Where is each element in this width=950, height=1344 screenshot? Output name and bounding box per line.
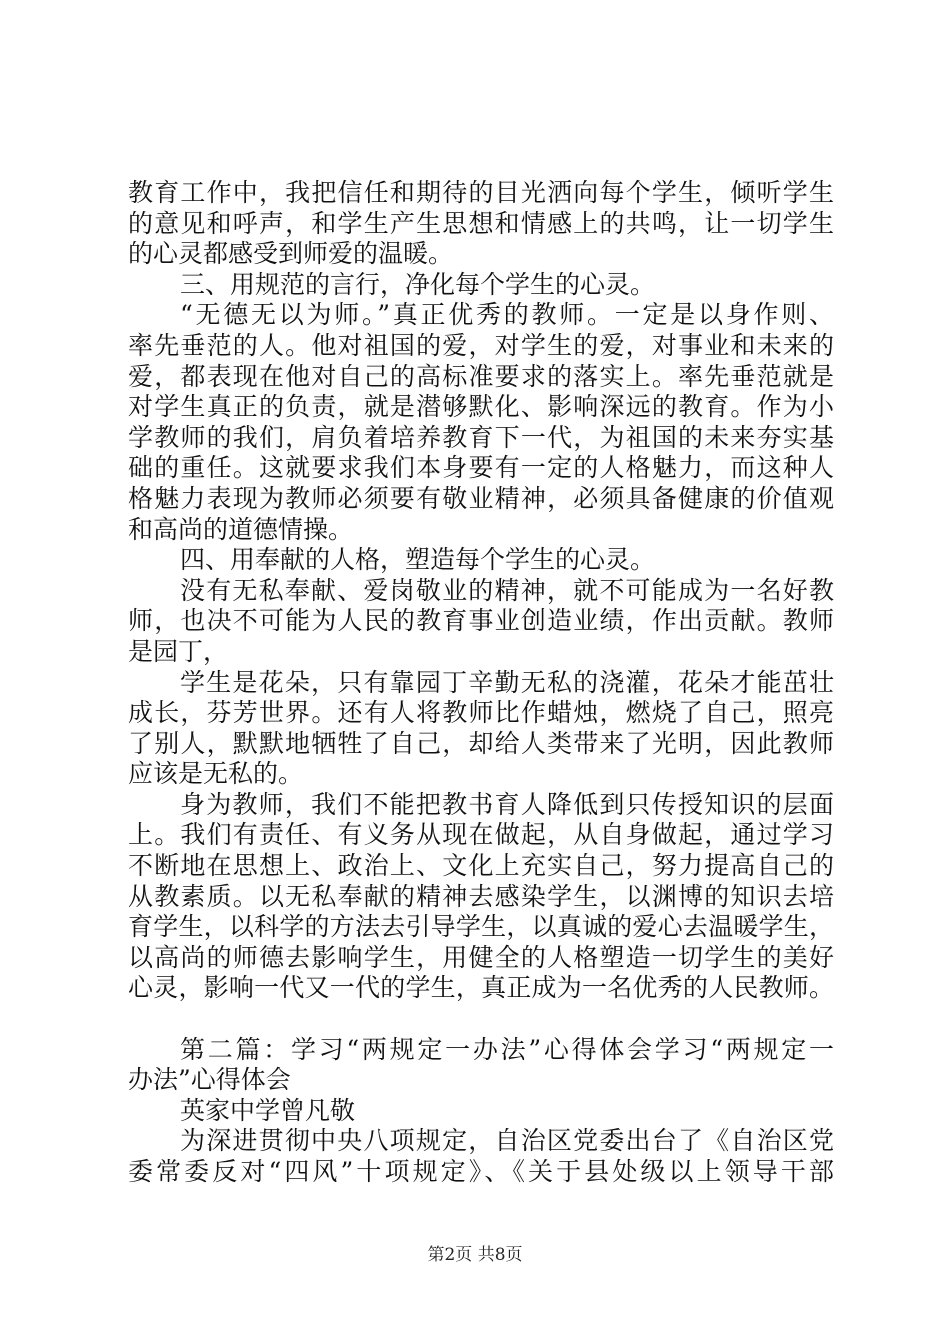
text-line: 应该是无私的。 (128, 759, 304, 789)
text-line: 学教师的我们，肩负着培养教育下一代，为祖国的未来夯实基 (128, 422, 834, 452)
text-line: 三、用规范的言行，净化每个学生的心灵。 (180, 269, 656, 299)
text-line: 成长，芬芳世界。还有人将教师比作蜡烛，燃烧了自己，照亮 (128, 698, 834, 728)
text-line: 心灵，影响一代又一代的学生，真正成为一名优秀的人民教师。 (128, 973, 834, 1003)
text-line: 办法”心得体会 (128, 1065, 291, 1095)
text-line: 的心灵都感受到师爱的温暖。 (128, 239, 454, 269)
text-line: 英家中学曾凡敬 (180, 1095, 356, 1125)
text-line: “无德无以为师。”真正优秀的教师。一定是以身作则、 (180, 300, 834, 330)
text-line: 以高尚的师德去影响学生，用健全的人格塑造一切学生的美好 (128, 942, 834, 972)
text-line: 格魅力表现为教师必须要有敬业精神，必须具备健康的价值观 (128, 483, 834, 513)
text-line: 四、用奉献的人格，塑造每个学生的心灵。 (180, 545, 656, 575)
text-line: 不断地在思想上、政治上、文化上充实自己，努力提高自己的 (128, 851, 834, 881)
text-line: 是园丁， (128, 636, 229, 666)
text-line: 爱，都表现在他对自己的高标准要求的落实上。率先垂范就是 (128, 361, 834, 391)
text-line: 身为教师，我们不能把教书育人降低到只传授知识的层面 (180, 789, 834, 819)
page-number-footer: 第2页 共8页 (427, 1245, 523, 1265)
text-line: 师，也决不可能为人民的教育事业创造业绩，作出贡献。教师 (128, 606, 834, 636)
document-body (128, 178, 834, 1188)
text-line: 和高尚的道德情操。 (128, 514, 354, 544)
text-line: 没有无私奉献、爱岗敬业的精神，就不可能成为一名好教 (180, 575, 834, 605)
text-line: 上。我们有责任、有义务从现在做起，从自身做起，通过学习 (128, 820, 834, 850)
text-line: 率先垂范的人。他对祖国的爱，对学生的爱，对事业和未来的 (128, 330, 834, 360)
text-line: 委常委反对“四风”十项规定》、《关于县处级以上领导干部 (128, 1157, 834, 1186)
text-line: 了别人，默默地牺牲了自己，却给人类带来了光明，因此教师 (128, 728, 834, 758)
text-line: 教育工作中，我把信任和期待的目光洒向每个学生，倾听学生 (128, 178, 834, 207)
text-line: 第二篇：学习“两规定一办法”心得体会学习“两规定一 (180, 1034, 834, 1064)
text-line: 学生是花朵，只有靠园丁辛勤无私的浇灌，花朵才能茁壮 (180, 667, 834, 697)
blank-line (128, 1004, 834, 1035)
text-line: 为深进贯彻中央八项规定，自治区党委出台了《自治区党 (180, 1126, 834, 1156)
text-line: 从教素质。以无私奉献的精神去感染学生，以渊博的知识去培 (128, 881, 834, 911)
text-line: 础的重任。这就要求我们本身要有一定的人格魅力，而这种人 (128, 453, 834, 483)
text-line: 对学生真正的负责，就是潜够默化、影响深远的教育。作为小 (128, 392, 834, 422)
text-line: 的意见和呼声，和学生产生思想和情感上的共鸣，让一切学生 (128, 208, 834, 238)
text-line: 育学生，以科学的方法去引导学生，以真诚的爱心去温暖学生， (128, 912, 834, 942)
